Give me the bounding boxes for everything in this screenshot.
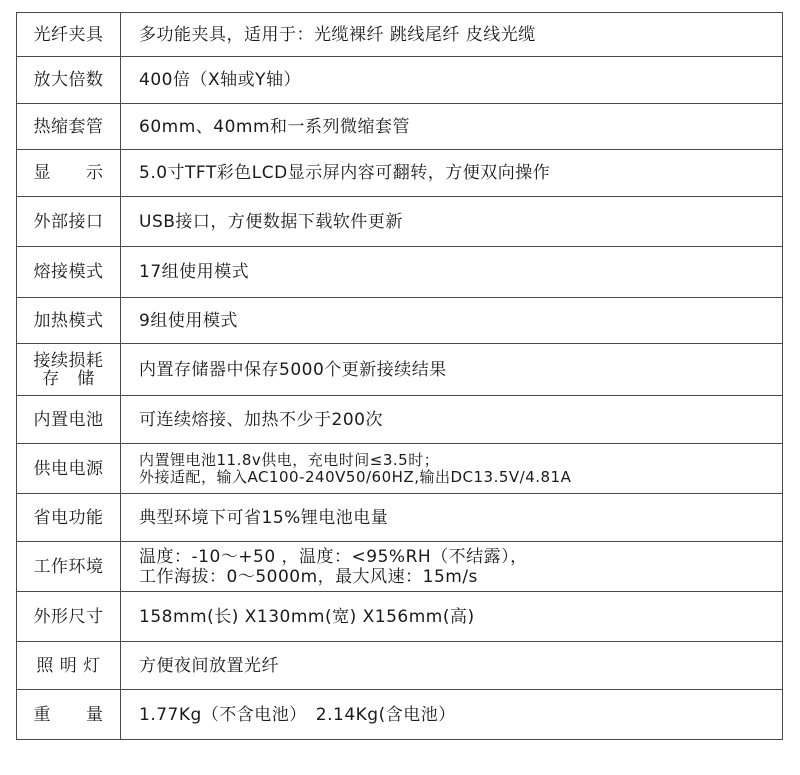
row-value-multiline [121, 444, 783, 494]
row-value: 典型环境下可省15%锂电池电量 [121, 494, 783, 542]
table-row [17, 396, 783, 444]
row-value-line: 工作海拔：0～5000m，最大风速：15m/s [139, 566, 478, 587]
table-row [17, 642, 783, 690]
row-label: 照 明 灯 [17, 642, 121, 690]
row-label-line: 存 储 [42, 368, 95, 389]
row-value: 158mm(长) X130mm(宽) X156mm(高) [121, 592, 783, 642]
table-row [17, 247, 783, 298]
row-label: 内置电池 [17, 396, 121, 444]
spec-table [16, 12, 783, 740]
table-row [17, 298, 783, 344]
row-value: 1.77Kg（不含电池） 2.14Kg(含电池） [121, 690, 783, 740]
row-value: 5.0寸TFT彩色LCD显示屏内容可翻转，方便双向操作 [121, 150, 783, 197]
row-value-multiline [121, 542, 783, 592]
row-label: 热缩套管 [17, 104, 121, 150]
row-value-line: 外接适配，输入AC100-240V50/60HZ,输出DC13.5V/4.81A [139, 467, 572, 486]
table-row [17, 542, 783, 592]
row-value: 内置存储器中保存5000个更新接续结果 [121, 344, 783, 396]
row-label: 光纤夹具 [17, 13, 121, 57]
table-row [17, 494, 783, 542]
row-label: 供电电源 [17, 444, 121, 494]
row-label: 省电功能 [17, 494, 121, 542]
row-value-line: 温度：-10～+50 ，温度：<95%RH（不结露）， [139, 546, 528, 567]
row-label-line: 接续损耗 [33, 350, 104, 371]
row-label: 工作环境 [17, 542, 121, 592]
row-value: 60mm、40mm和一系列微缩套管 [121, 104, 783, 150]
table-row [17, 444, 783, 494]
row-label-multiline [17, 344, 121, 396]
row-value: 可连续熔接、加热不少于200次 [121, 396, 783, 444]
table-row [17, 344, 783, 396]
table-row [17, 690, 783, 740]
row-label: 加热模式 [17, 298, 121, 344]
row-value: USB接口，方便数据下载软件更新 [121, 197, 783, 247]
table-row [17, 104, 783, 150]
row-label: 外部接口 [17, 197, 121, 247]
row-value: 多功能夹具，适用于：光缆裸纤 跳线尾纤 皮线光缆 [121, 13, 783, 57]
table-row [17, 13, 783, 57]
row-label: 熔接模式 [17, 247, 121, 298]
row-label: 放大倍数 [17, 57, 121, 104]
table-row [17, 592, 783, 642]
row-label: 外形尺寸 [17, 592, 121, 642]
row-value: 方便夜间放置光纤 [121, 642, 783, 690]
table-row [17, 150, 783, 197]
row-value-line: 内置锂电池11.8v供电，充电时间≤3.5时； [139, 450, 440, 469]
row-value: 9组使用模式 [121, 298, 783, 344]
row-value: 400倍（X轴或Y轴） [121, 57, 783, 104]
table-row [17, 57, 783, 104]
table-row [17, 197, 783, 247]
row-label: 显 示 [17, 150, 121, 197]
row-label: 重 量 [17, 690, 121, 740]
row-value: 17组使用模式 [121, 247, 783, 298]
